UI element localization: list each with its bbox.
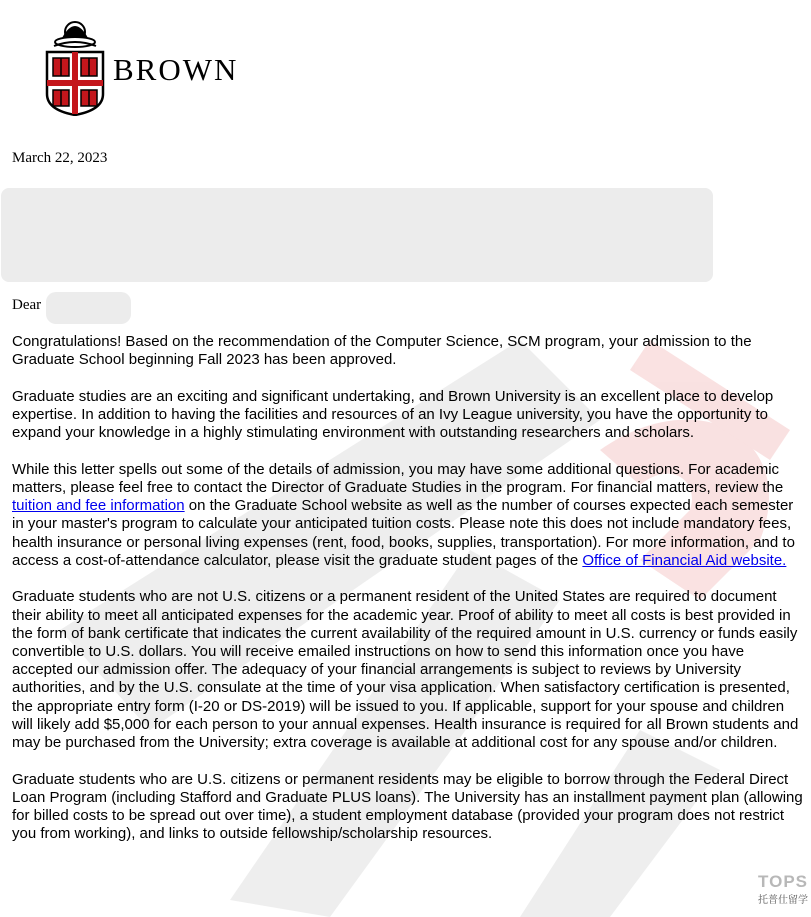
tops-cn-text: 托普仕留学	[758, 895, 808, 906]
redacted-address-block	[1, 188, 713, 282]
tuition-fee-link[interactable]: tuition and fee information	[12, 497, 185, 515]
brown-wordmark: BROWN	[113, 52, 239, 87]
letter-date: March 22, 2023	[12, 150, 108, 166]
salutation: Dear	[12, 297, 42, 313]
tops-watermark-badge	[740, 872, 808, 912]
brown-logo	[44, 16, 106, 116]
brown-shield-icon	[44, 16, 106, 116]
paragraph-questions-text-a: While this letter spells out some of the details of admission, you may have some additional questions. For academic matters, please feel free to contact the Director of Graduate Studies in the program. For financial matters, review the	[12, 460, 784, 496]
paragraph-questions-text-b: on the Graduate School website as well as the number of courses expected each semester in your master's program to calculate your anticipated tuition costs. Please note this does not include mandatory fees, health insurance or personal living expenses (rent, food, books, supplies, transportation). For more information, and to access a cost-of-attendance calculator, please visit the graduate student pages of the	[12, 497, 795, 569]
tops-brand: TOPS	[758, 872, 808, 891]
paragraph-international: Graduate students who are not U.S. citizens or a permanent resident of the United States are required to document their ability to meet all anticipated expenses for the academic year. Proof of ability to meet all costs is best provided in the form of bank certificate that indicates the current availability of the required amount in U.S. currency or funds easily convertible to U.S. dollars. You will receive emailed instructions on how to send this information once you have accepted our admission offer. The adequacy of your financial arrangements is subject to reviews by University authorities, and by the U.S. consulate at the time of your visa application. When satisfactory certification is presented, the appropriate entry form (I-20 or DS-2019) will be issued to you. If applicable, support for your spouse and children will likely add $5,000 for each person to your annual expenses. Health insurance is required for all Brown students and may be purchased from the University; extra coverage is available at additional cost for any spouse and/or children.	[12, 588, 799, 752]
financial-aid-link[interactable]: Office of Financial Aid website.	[582, 551, 787, 569]
paragraph-congratulations: Congratulations! Based on the recommendation of the Computer Science, SCM program, your admission to the Graduate School beginning Fall 2023 has been approved.	[12, 333, 752, 369]
paragraph-graduate-studies: Graduate studies are an exciting and significant undertaking, and Brown University is an excellent place to develop expertise. In addition to having the facilities and resources of an Ivy League university, you have the opportunity to expand your knowledge in a highly stimulating environment with outstanding researchers and scholars.	[12, 387, 774, 442]
redacted-recipient-name	[46, 292, 131, 324]
paragraph-domestic-loans: Graduate students who are U.S. citizens or permanent residents may be eligible to borrow through the Federal Direct Loan Program (including Stafford and Graduate PLUS loans). The University has an installment payment plan (allowing for billed costs to be spread out over time), a student employment database (provided your program does not restrict you from working), and links to outside fellowship/scholarship resources.	[12, 770, 803, 843]
letter-body	[12, 333, 804, 862]
paragraph-questions	[12, 461, 804, 570]
